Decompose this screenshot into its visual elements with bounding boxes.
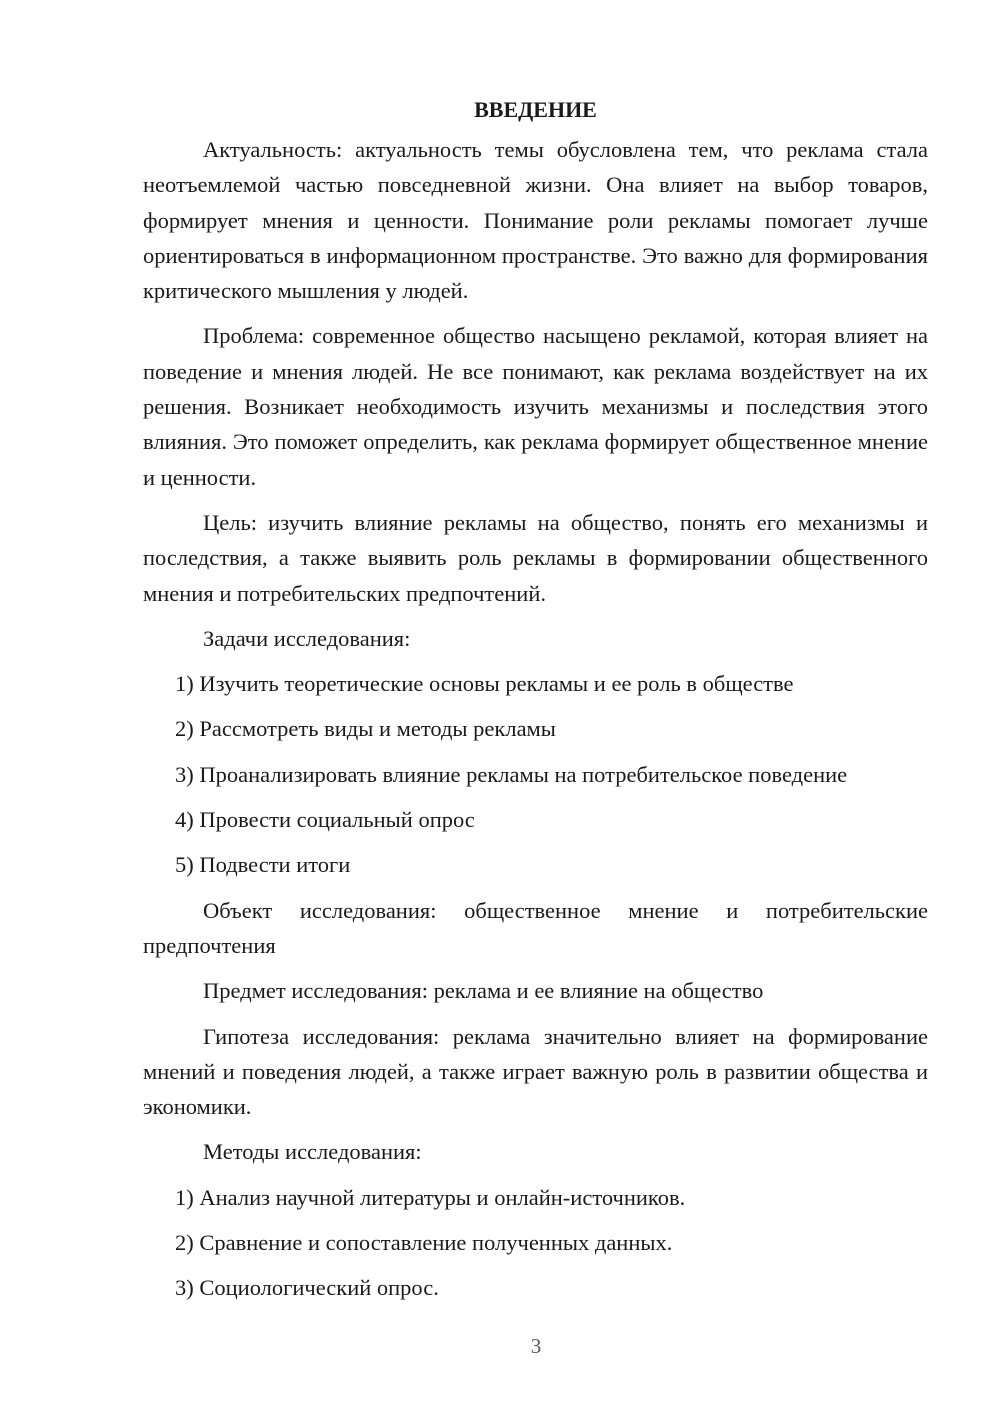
- methods-list: [143, 1180, 928, 1306]
- list-item: 5) Подвести итоги: [175, 852, 351, 878]
- hypothesis-paragraph: Гипотеза исследования: реклама значительно влияет на формирование мнений и поведения людей, а также играет важную роль в развитии общества и экономики.: [143, 1023, 928, 1120]
- object-paragraph: Объект исследования: общественное мнение и потребительские предпочтения: [143, 897, 928, 958]
- tasks-list: [143, 666, 928, 882]
- page-title: ВВЕДЕНИЕ: [474, 97, 597, 122]
- relevance-paragraph: Актуальность: актуальность темы обусловлена тем, что реклама стала неотъемлемой частью повседневной жизни. Она влияет на выбор товаров, формирует мнения и ценности. Понимание роли рекламы помогает лучше ориентироваться в информационном пространстве. Это важно для формирования критического мышления у людей.: [143, 137, 928, 304]
- problem-paragraph: Проблема: современное общество насыщено рекламой, которая влияет на поведение и мнения людей. Не все понимают, как реклама воздействует на их решения. Возникает необходимость изучить механизмы и последствия этого влияния. Это поможет определить, как реклама формирует общественное мнение и ценности.: [143, 323, 928, 490]
- list-item: 1) Анализ научной литературы и онлайн-источников.: [175, 1184, 686, 1210]
- list-item: 2) Сравнение и сопоставление полученных данных.: [175, 1230, 673, 1256]
- list-item: 2) Рассмотреть виды и методы рекламы: [175, 716, 556, 742]
- list-item: 4) Провести социальный опрос: [175, 807, 475, 833]
- methods-label: Методы исследования:: [203, 1139, 422, 1165]
- list-item: 3) Социологический опрос.: [175, 1275, 439, 1301]
- subject-paragraph: Предмет исследования: реклама и ее влияние на общество: [203, 978, 764, 1004]
- page-content: [143, 92, 928, 1316]
- list-item: 3) Проанализировать влияние рекламы на потребительское поведение: [175, 761, 848, 787]
- page-number: 3: [530, 1334, 542, 1358]
- goal-paragraph: Цель: изучить влияние рекламы на общество, понять его механизмы и последствия, а также выявить роль рекламы в формировании общественного мнения и потребительских предпочтений.: [143, 509, 928, 606]
- list-item: 1) Изучить теоретические основы рекламы и ее роль в обществе: [175, 671, 794, 697]
- tasks-label: Задачи исследования:: [203, 625, 411, 651]
